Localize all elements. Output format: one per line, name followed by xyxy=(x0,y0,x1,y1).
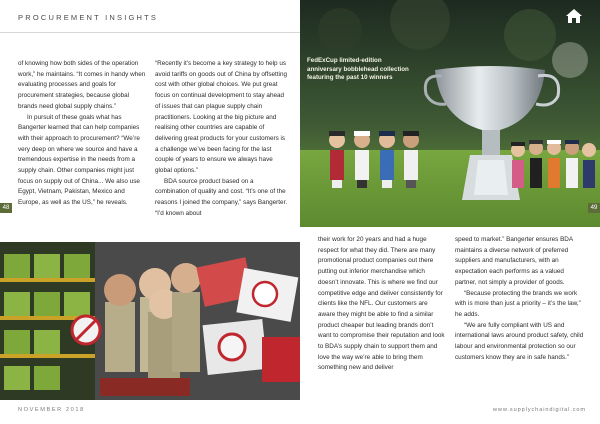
section-header: PROCUREMENT INSIGHTS xyxy=(18,13,159,22)
footer-date: NOVEMBER 2018 xyxy=(18,407,85,413)
home-icon[interactable] xyxy=(565,8,583,24)
trophy-bobblehead-photo xyxy=(300,0,600,227)
paragraph: BDA source product based on a combination of quality and cost. “It’s one of the reasons I joined the company,” says Bangerter. “I’d known about xyxy=(155,177,288,217)
page-number-right: 49 xyxy=(588,203,600,213)
paragraph: “Because protecting the brands we work with is more than just a priority – it’s the law,” he adds. xyxy=(455,289,581,318)
paragraph: speed to market.” Bangerter ensures BDA maintains a diverse network of preferred suppliers and manufacturers, with an expectation each performs as a valued partner, not simply a provider of goods. xyxy=(455,236,573,286)
footer-url[interactable]: www.supplychaindigital.com xyxy=(492,407,586,413)
text-column-4 xyxy=(455,235,585,363)
ghostbusters-merchandise-photo xyxy=(0,242,300,400)
text-column-1 xyxy=(18,59,146,209)
paragraph: their work for 20 years and had a huge respect for what they did. There are many promotional product companies out there putting out inferior merchandise which doesn’t innovate. This is where we find our competitive edge and deliver consistently for clients like the NFL. Our customers are aware they might be able to find a similar product cheaper but leading brands don’t want to compromise their reputation and look to BDA’s supply chain to support them and love the way we’re able to bring them something new and deliver xyxy=(318,236,445,372)
photo-caption: FedExCup limited-edition anniversary bobblehead collection featuring the past 10 winners xyxy=(307,57,409,82)
text-column-2 xyxy=(155,59,288,220)
text-column-3 xyxy=(318,235,446,374)
paragraph: of knowing how both sides of the operation work,” he maintains. “It comes in handy when evaluating processes and goals for procurement strategies, because global brands need global supply chains.” xyxy=(18,60,146,110)
page-number-left: 48 xyxy=(0,203,12,213)
header-rule xyxy=(0,32,300,33)
paragraph: In pursuit of these goals what has Bangerter learned that can help companies with their approach to procurement? “We’re very deep on where we source and have a tremendous expertise in the needs from a supply chain. Other companies might just focus on supply out of China... We also use Egypt, Vietnam, Pakistan, Mexico and Europe, as well as the US,” he reveals. xyxy=(18,113,140,207)
paragraph: “We are fully compliant with US and international laws around product safety, child labour and environmental protection so our customers know they are in safe hands.” xyxy=(455,321,584,361)
paragraph: “Recently it’s become a key strategy to help us avoid tariffs on goods out of China by offsetting cost with other global choices. We put great focus on continual development to stay ahead of issues that can plague supply chain practitioners. Looking at the big picture and realising other countries are capable of delivering great products for your customers is a challenge we’ve been facing for the last couple of years to ensure we always have global options.” xyxy=(155,60,288,175)
